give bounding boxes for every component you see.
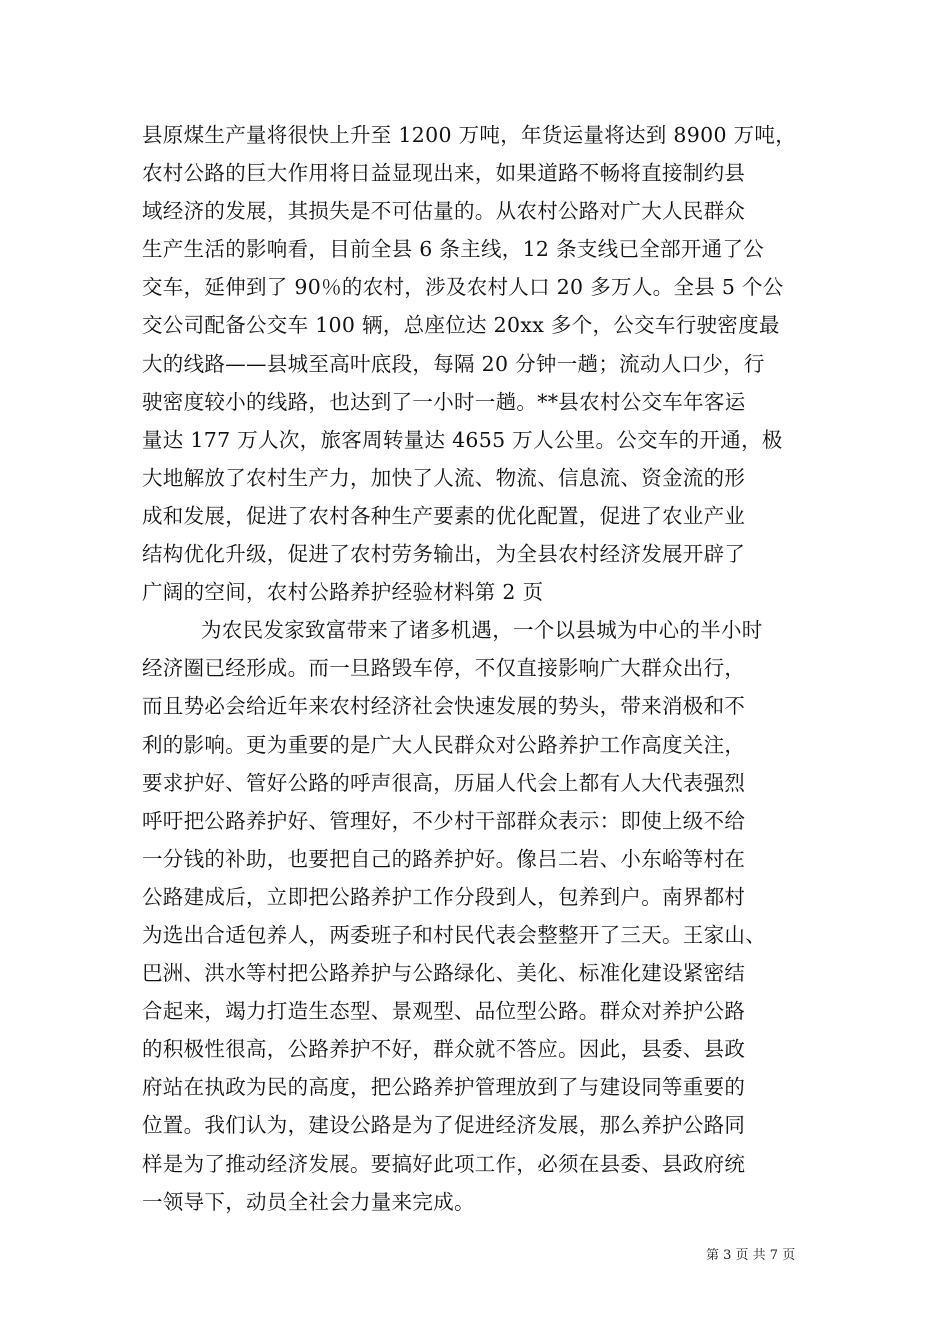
text-line: 一领导下，动员全社会力量来完成。 — [142, 1189, 475, 1214]
text-line: 农村公路的巨大作用将日益显现出来，如果道路不畅将直接制约县 — [142, 161, 746, 186]
text-line: 大地解放了农村生产力，加快了人流、物流、信息流、资金流的形 — [142, 465, 746, 490]
document-body — [142, 116, 814, 1221]
text-line: 的积极性很高，公路养护不好，群众就不答应。因此，县委、县政 — [142, 1037, 746, 1062]
text-line: 呼吁把公路养护好、管理好，不少村干部群众表示：即使上级不给 — [142, 808, 746, 833]
text-line: 而且势必会给近年来农村经济社会快速发展的势头，带来消极和不 — [142, 694, 746, 719]
text-line: 县原煤生产量将很快上升至 1200 万吨，年货运量将达到 8900 万吨， — [142, 123, 797, 147]
text-line: 公路建成后，立即把公路养护工作分段到人，包养到户。南界都村 — [142, 884, 746, 909]
text-line: 成和发展，促进了农村各种生产要素的优化配置，促进了农业产业 — [142, 503, 746, 528]
text-line: 要求护好、管好公路的呼声很高，历届人代会上都有人大代表强烈 — [142, 770, 746, 795]
text-line: 为选出合适包养人，两委班子和村民代表会整整开了三天。王家山、 — [142, 922, 766, 947]
text-line: 生产生活的影响看，目前全县 6 条主线，12 条支线已全部开通了公 — [142, 237, 765, 262]
text-line: 利的影响。更为重要的是广大人民群众对公路养护工作高度关注， — [142, 732, 746, 757]
text-line: 量达 177 万人次，旅客周转量达 4655 万人公里。公交车的开通，极 — [142, 427, 783, 452]
text-line: 驶密度较小的线路，也达到了一小时一趟。**县农村公交车年客运 — [142, 389, 746, 414]
text-line: 交车，延伸到了 90％的农村，涉及农村人口 20 多万人。全县 5 个公 — [142, 275, 784, 300]
text-line: 交公司配备公交车 100 辆，总座位达 20xx 多个，公交车行驶密度最 — [142, 313, 780, 338]
text-line: 域经济的发展，其损失是不可估量的。从农村公路对广大人民群众 — [142, 199, 746, 224]
text-line: 样是为了推动经济发展。要搞好此项工作，必须在县委、县政府统 — [142, 1151, 746, 1176]
text-line: 广阔的空间，农村公路养护经验材料第 2 页 — [142, 580, 544, 605]
text-line: 结构优化升级，促进了农村劳务输出，为全县农村经济发展开辟了 — [142, 542, 746, 567]
text-line: 位置。我们认为，建设公路是为了促进经济发展，那么养护公路同 — [142, 1113, 746, 1138]
paragraph-1 — [142, 116, 814, 611]
text-line: 经济圈已经形成。而一旦路毁车停，不仅直接影响广大群众出行， — [142, 656, 746, 681]
paragraph-2 — [142, 611, 814, 1221]
text-line: 一分钱的补助，也要把自己的路养护好。像吕二岩、小东峪等村在 — [142, 846, 746, 871]
text-line: 为农民发家致富带来了诸多机遇，一个以县城为中心的半小时 — [201, 618, 763, 643]
text-line: 巴洲、洪水等村把公路养护与公路绿化、美化、标准化建设紧密结 — [142, 961, 746, 986]
text-line: 大的线路——县城至高叶底段，每隔 20 分钟一趟；流动人口少，行 — [142, 351, 765, 376]
text-line: 府站在执政为民的高度，把公路养护管理放到了与建设同等重要的 — [142, 1075, 746, 1100]
text-line: 合起来，竭力打造生态型、景观型、品位型公路。群众对养护公路 — [142, 999, 746, 1024]
page-number-footer: 第 3 页 共 7 页 — [706, 1248, 796, 1263]
